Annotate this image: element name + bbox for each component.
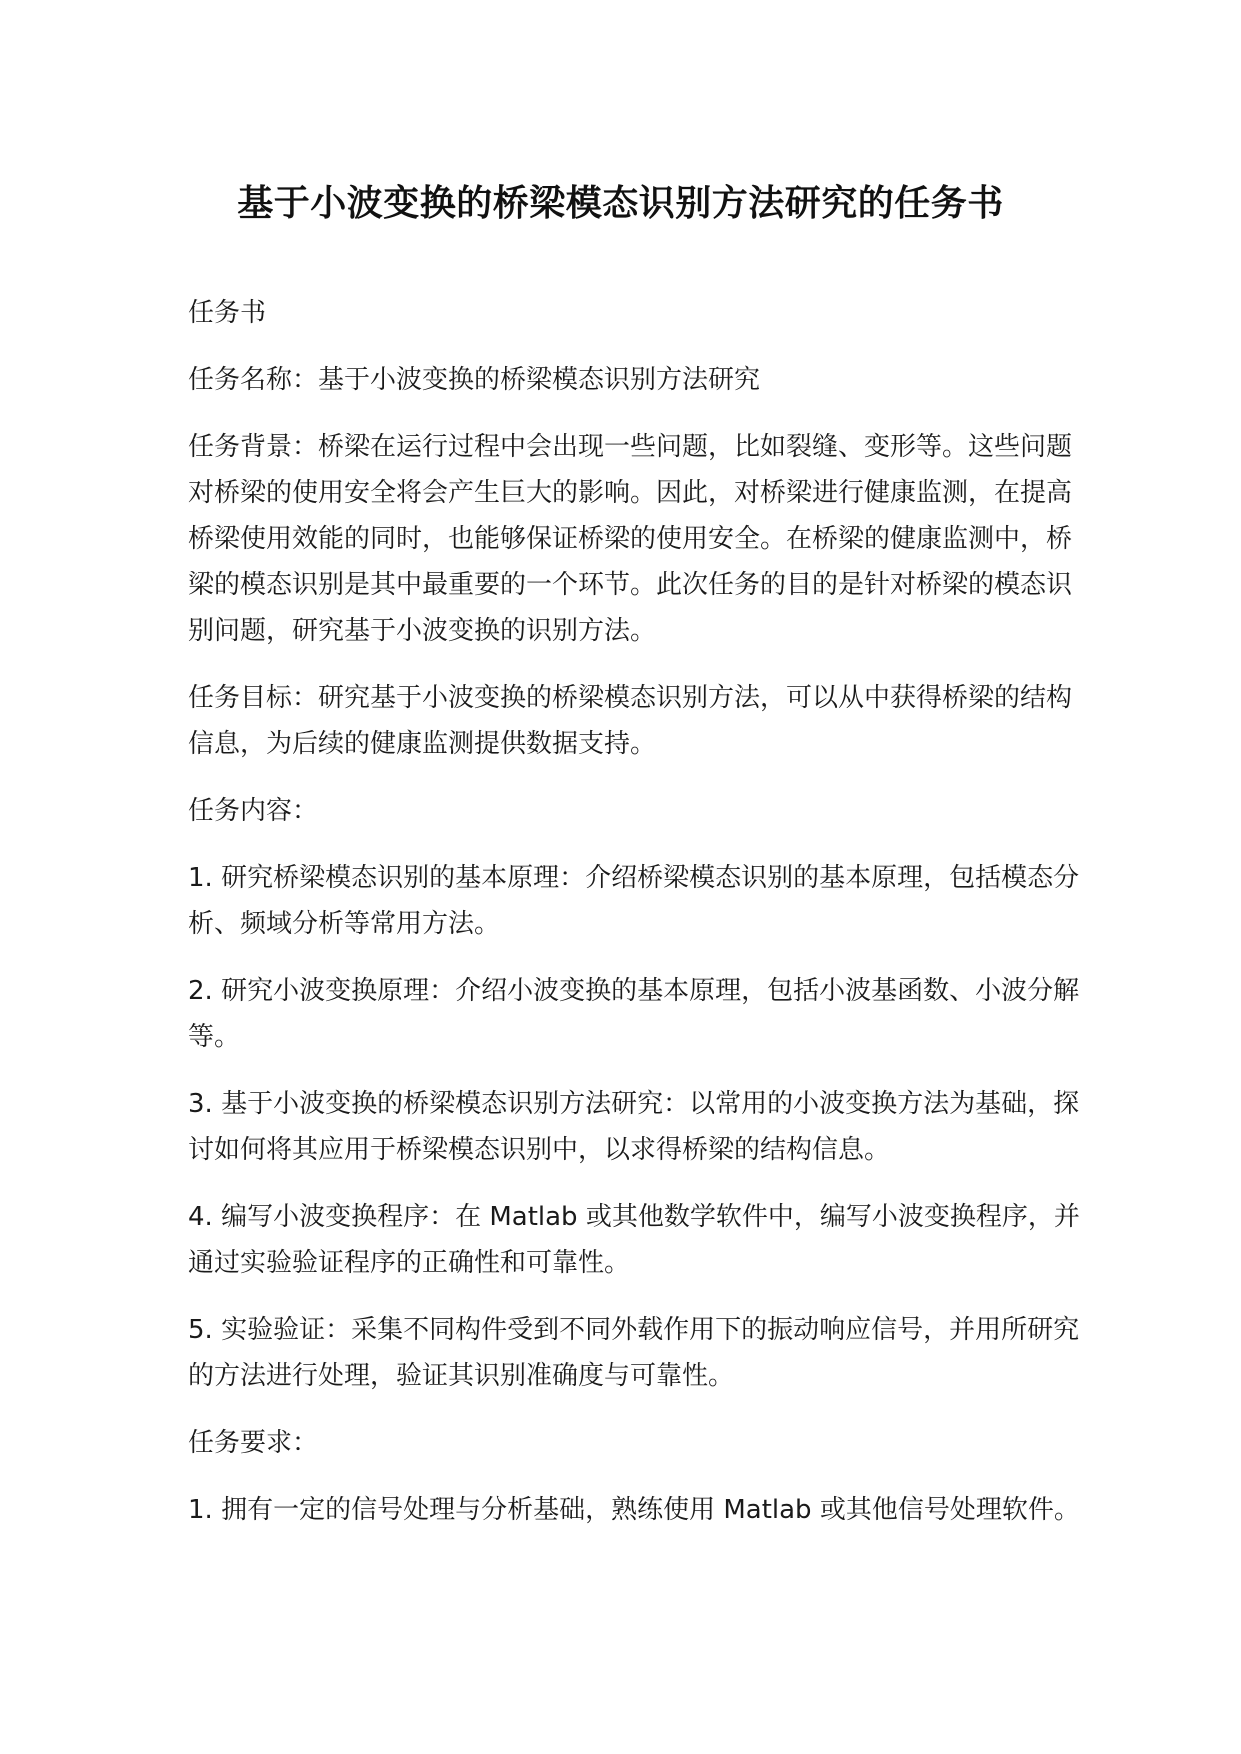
paragraph-task-requirements-heading: 任务要求： [188,1428,319,1458]
document-body [188,290,1088,1554]
document-title: 基于小波变换的桥梁模态识别方法研究的任务书 [237,183,1004,224]
paragraph-content-item-3: 3. 基于小波变换的桥梁模态识别方法研究：以常用的小波变换方法为基础，探讨如何将其应用于桥梁模态识别中，以求得桥梁的结构信息。 [188,1089,1080,1165]
paragraph-task-background: 任务背景：桥梁在运行过程中会出现一些问题，比如裂缝、变形等。这些问题对桥梁的使用安全将会产生巨大的影响。因此，对桥梁进行健康监测，在提高桥梁使用效能的同时，也能够保证桥梁的使用安全。在桥梁的健康监测中，桥梁的模态识别是其中最重要的一个环节。此次任务的目的是针对桥梁的模态识别问题，研究基于小波变换的识别方法。 [188,432,1073,646]
paragraph-task-goal: 任务目标：研究基于小波变换的桥梁模态识别方法，可以从中获得桥梁的结构信息，为后续的健康监测提供数据支持。 [188,683,1073,759]
paragraph-content-item-2: 2. 研究小波变换原理：介绍小波变换的基本原理，包括小波基函数、小波分解等。 [188,976,1080,1052]
paragraph-task-content-heading: 任务内容： [188,796,319,826]
paragraph-content-item-4: 4. 编写小波变换程序：在 Matlab 或其他数学软件中，编写小波变换程序，并通过实验验证程序的正确性和可靠性。 [188,1202,1080,1278]
paragraph-heading: 任务书 [188,298,267,328]
paragraph-content-item-5: 5. 实验验证：采集不同构件受到不同外载作用下的振动响应信号，并用所研究的方法进行处理，验证其识别准确度与可靠性。 [188,1315,1080,1391]
paragraph-requirement-item-1: 1. 拥有一定的信号处理与分析基础，熟练使用 Matlab 或其他信号处理软件。 [188,1495,1080,1525]
paragraph-content-item-1: 1. 研究桥梁模态识别的基本原理：介绍桥梁模态识别的基本原理，包括模态分析、频域分析等常用方法。 [188,863,1080,939]
paragraph-task-name: 任务名称：基于小波变换的桥梁模态识别方法研究 [188,365,761,395]
